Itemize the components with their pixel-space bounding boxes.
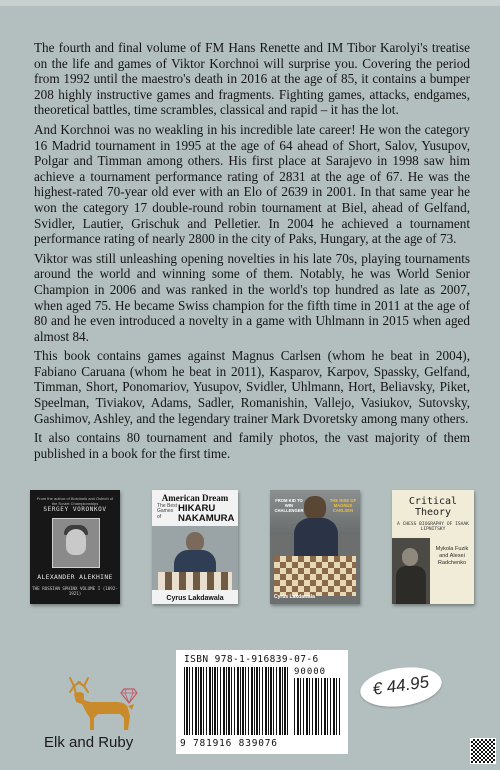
book-cover-nakamura xyxy=(152,490,238,604)
book-tagline: FROM KID TO WIN CHALLENGER xyxy=(274,498,304,513)
photo-head xyxy=(186,532,204,552)
related-books xyxy=(0,490,500,605)
book-authors: Mykola Fuzik and Alexei Radchenko xyxy=(435,546,469,566)
ruby-icon xyxy=(120,688,138,704)
player-body-image xyxy=(294,518,338,558)
barcode-addon xyxy=(294,678,342,735)
book-title: Critical Theory xyxy=(408,496,458,518)
book-title: ALEXANDER ALEKHINE xyxy=(37,574,113,581)
blurb-paragraph-2: And Korchnoi was no weakling in his incredible late career! He won the category 16 Madrid tournament in 1995 at the age of 64 ahead of Short, Salov, Yusupov, Polgar and Timman among others. His first place at Sarajevo in 1998 saw him achieve a tournament performance rating of 2831 at the age of 67. He was the highest-rated 70-year old ever with an Elo of 2639 in 2001. In that same year he won the category 17 double-round robin tournament at Biel, ahead of Gelfand, Svidler, Lautier, Grischuk and Pelletier. In 2004 he achieved a tournament performance rating of nearly 2800 in the city of Paks, Hungary, at the age of 73. xyxy=(34,121,470,247)
blurb-paragraph-4: This book contains games against Magnus Carlsen (whom he beat in 2004), Fabiano Caruana (whom he beat in 2011), Kasparov, Karpov, Spassky, Gelfand, Timman, Short, Ponomariov, Yusupov, Svidler, Uhlmann, Hort, Beliavsky, Piket, Speelman, Tiviakov, Adams, Sadler, Romanishin, Vallejo, Vasiukov, Sutovsky, Gashimov, Ashley, and the legendary trainer Mark Dvoretsky among many others. xyxy=(34,348,470,426)
chess-board-image xyxy=(274,556,356,596)
book-cover-carlsen xyxy=(270,490,360,604)
publisher-name: Elk and Ruby xyxy=(44,734,134,751)
portrait-image xyxy=(392,538,430,604)
book-subtitle: A CHESS BIOGRAPHY OF ISAAK LIPNITSKY xyxy=(397,522,469,532)
book-title: American Dream xyxy=(161,493,229,503)
barcode-main xyxy=(184,667,288,735)
book-tagline: From the author of Botvinnik and Ostrich of the Soviet Championships xyxy=(36,496,114,506)
blurb-paragraph-1: The fourth and final volume of FM Hans Renette and IM Tibor Karolyi's treatise on the life and games of Viktor Korchnoi will surprise you. Covering the period from 1992 until the maestro's death in 2016 at the age of 85, it contains a bumper 208 highly instructive games and fragments. Fighting games, attacks, endgames, theoretical battles, time scrambles, classical and rapid – it has the lot. xyxy=(34,40,470,118)
book-author: Cyrus Lakdawala xyxy=(166,595,224,602)
book-player-name: HIKARU NAKAMURA xyxy=(178,503,235,524)
book-author: SERGEY VORONKOV xyxy=(43,506,107,513)
publisher-logo xyxy=(36,672,156,758)
blurb-text xyxy=(34,40,470,465)
player-photo xyxy=(152,526,238,590)
price-text: € 44.95 xyxy=(371,672,431,699)
book-cover-alekhine xyxy=(30,490,120,604)
barcode-card xyxy=(176,650,348,754)
chess-board-image xyxy=(158,572,232,590)
book-tagline: The Best Games of xyxy=(157,503,178,520)
player-head-image xyxy=(304,496,326,520)
qr-code xyxy=(470,738,496,764)
book-cover-lipnitsky xyxy=(392,490,474,604)
ean-number: 9 781916 839076 xyxy=(180,738,278,749)
price-sticker xyxy=(358,662,444,711)
portrait-image xyxy=(52,518,100,568)
portrait-body xyxy=(396,566,426,604)
barcode-addon-number: 90000 xyxy=(294,667,327,677)
book-subtitle: THE RUSSIAN SPHINX VOLUME I (1892-1921) xyxy=(32,586,118,596)
isbn-label: ISBN 978-1-916839-07-6 xyxy=(184,654,319,665)
blurb-paragraph-3: Viktor was still unleashing opening novelties in his late 70s, playing tournaments around the world and winning some of them. Notably, he was World Senior Champion in 2006 and was ranked in the world's top hundred as late as 2007, when aged 75. He became Swiss champion for the fifth time in 2011 at the age of 80 and he even introduced a novelty in a game with Uhlmann in 2015 when aged almost 84. xyxy=(34,250,470,344)
portrait-head xyxy=(402,548,418,566)
book-title: THE RISE OF MAGNUS CARLSEN xyxy=(329,498,357,513)
portrait-face xyxy=(66,529,86,555)
top-strip xyxy=(0,0,500,6)
blurb-paragraph-5: It also contains 80 tournament and family photos, the vast majority of them published in a book for the first time. xyxy=(34,430,470,461)
book-author: Cyrus Lakdawala xyxy=(274,594,315,600)
elk-icon xyxy=(36,672,156,734)
